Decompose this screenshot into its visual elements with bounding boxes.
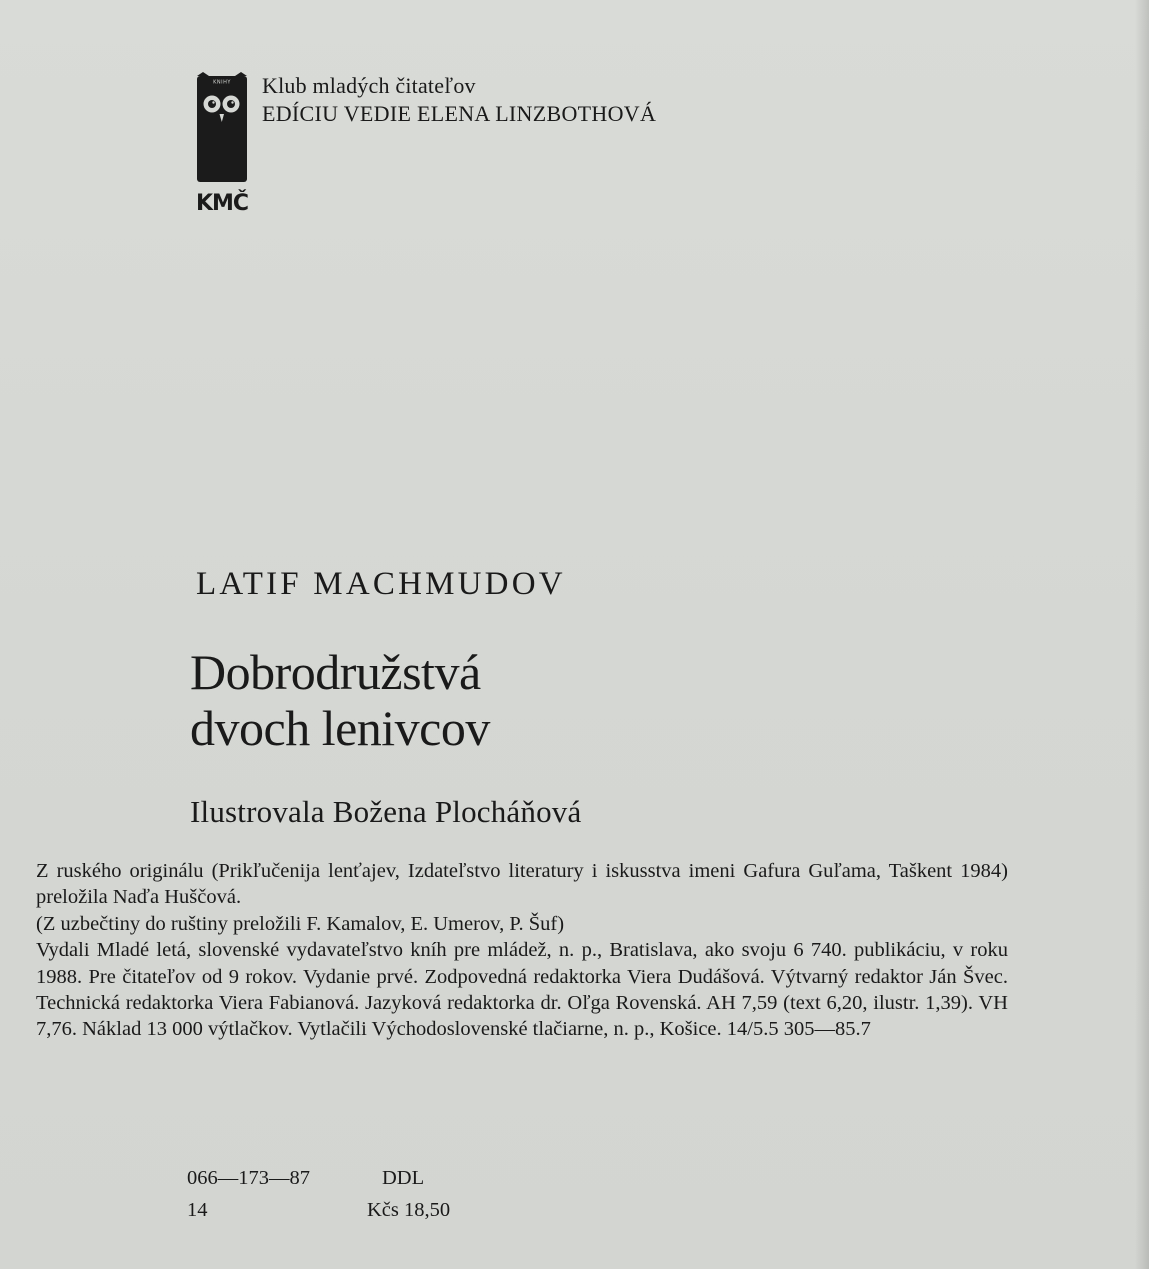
- owl-icon: [195, 72, 251, 214]
- book-title: [190, 644, 750, 756]
- author-name: LATIF MACHMUDOV: [196, 566, 566, 602]
- svg-text:KNIHY: KNIHY: [213, 79, 231, 86]
- club-header: [262, 72, 656, 128]
- codes-row-2: [187, 1194, 450, 1226]
- ddl-label: DDL: [382, 1167, 425, 1189]
- imprint-block: [36, 858, 1008, 1043]
- book-title-line-2: dvoch lenivcov: [190, 700, 490, 756]
- catalog-codes: [187, 1162, 450, 1226]
- book-title-line-1: Dobrodružstvá: [190, 644, 481, 700]
- catalog-code: 066—173—87: [187, 1167, 310, 1189]
- imprint-publisher: Vydali Mladé letá, slovenské vydavateľstvo kníh pre mládež, n. p., Bratislava, ako svoju 6 740. publikáciu, v roku 1988. Pre čitateľov od 9 rokov. Vydanie prvé. Zodpovedná redaktorka Viera Dudášová. Výtvarný redaktor Ján Švec. Technická redaktorka Viera Fabianová. Jazyková redaktorka dr. Oľga Rovenská. AH 7,59 (text 6,20, ilustr. 1,39). VH 7,76. Náklad 13 000 výtlačkov. Vytlačili Východoslovenské tlačiarne, n. p., Košice. 14/5.5 305—85.7: [36, 939, 1008, 1041]
- imprint-uzbek: (Z uzbečtiny do ruštiny preložili F. Kamalov, E. Umerov, P. Šuf): [36, 912, 565, 935]
- page-edge-shadow: [1135, 0, 1149, 1269]
- club-name: Klub mladých čitateľov: [262, 73, 476, 98]
- series-editor: EDÍCIU VEDIE ELENA LINZBOTHOVÁ: [262, 101, 657, 126]
- catalog-number: 14: [187, 1199, 208, 1221]
- svg-text:KMČ: KMČ: [195, 191, 249, 214]
- price: Kčs 18,50: [367, 1199, 451, 1221]
- illustrator-credit: Ilustrovala Božena Plocháňová: [190, 794, 582, 829]
- imprint-original: Z ruského originálu (Prikľučenija lenťajev, Izdateľstvo literatury i iskusstva imeni Gafura Guľama, Taškent 1984) preložila Naďa Huščová.: [36, 860, 1008, 909]
- codes-row-1: [187, 1162, 450, 1194]
- kmc-owl-logo: [195, 72, 251, 214]
